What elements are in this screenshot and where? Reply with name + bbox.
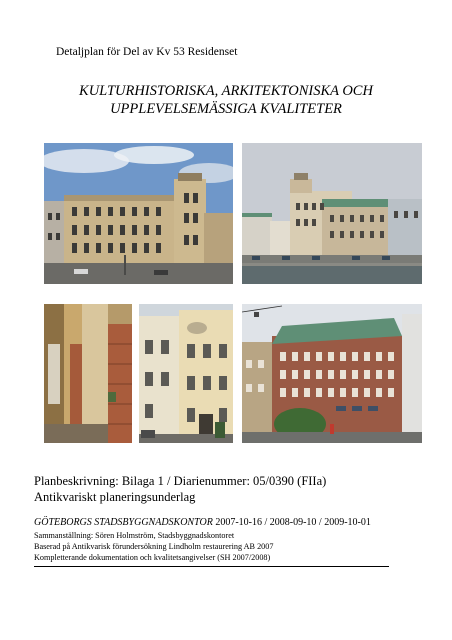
office-dates: 2007-10-16 / 2008-09-10 / 2009-10-01 (212, 517, 371, 528)
plan-subtitle: Antikvariskt planeringsunderlag (34, 490, 196, 504)
title-line-2: UPPLEVELSEMÄSSIGA KVALITETER (110, 101, 342, 117)
office-line (34, 517, 371, 528)
photo-inner-courtyard (139, 304, 233, 443)
divider-line (34, 566, 389, 567)
based-on: Baserad på Antikvarisk förundersökning Lindholm restaurering AB 2007 (34, 542, 274, 551)
title-line-1: KULTURHISTORISKA, ARKITEKTONISKA OCH (79, 83, 373, 99)
photo-residence-corner (44, 143, 233, 284)
photo-canal-street (242, 143, 422, 284)
plan-reference: Planbeskrivning: Bilaga 1 / Diarienummer: 05/0390 (FIIa) (34, 474, 327, 488)
document-subtitle: Detaljplan för Del av Kv 53 Residenset (56, 46, 238, 58)
photo-courtyard-doorway (44, 304, 132, 443)
document-title (0, 82, 452, 118)
photo-brick-building (242, 304, 422, 443)
office-name: GÖTEBORGS STADSBYGGNADSKONTOR (34, 517, 213, 528)
supplement: Kompletterande dokumentation och kvalitetsangivelser (SH 2007/2008) (34, 553, 271, 562)
compiled-by: Sammanställning: Sören Holmström, Stadsbyggnadskontoret (34, 531, 235, 540)
